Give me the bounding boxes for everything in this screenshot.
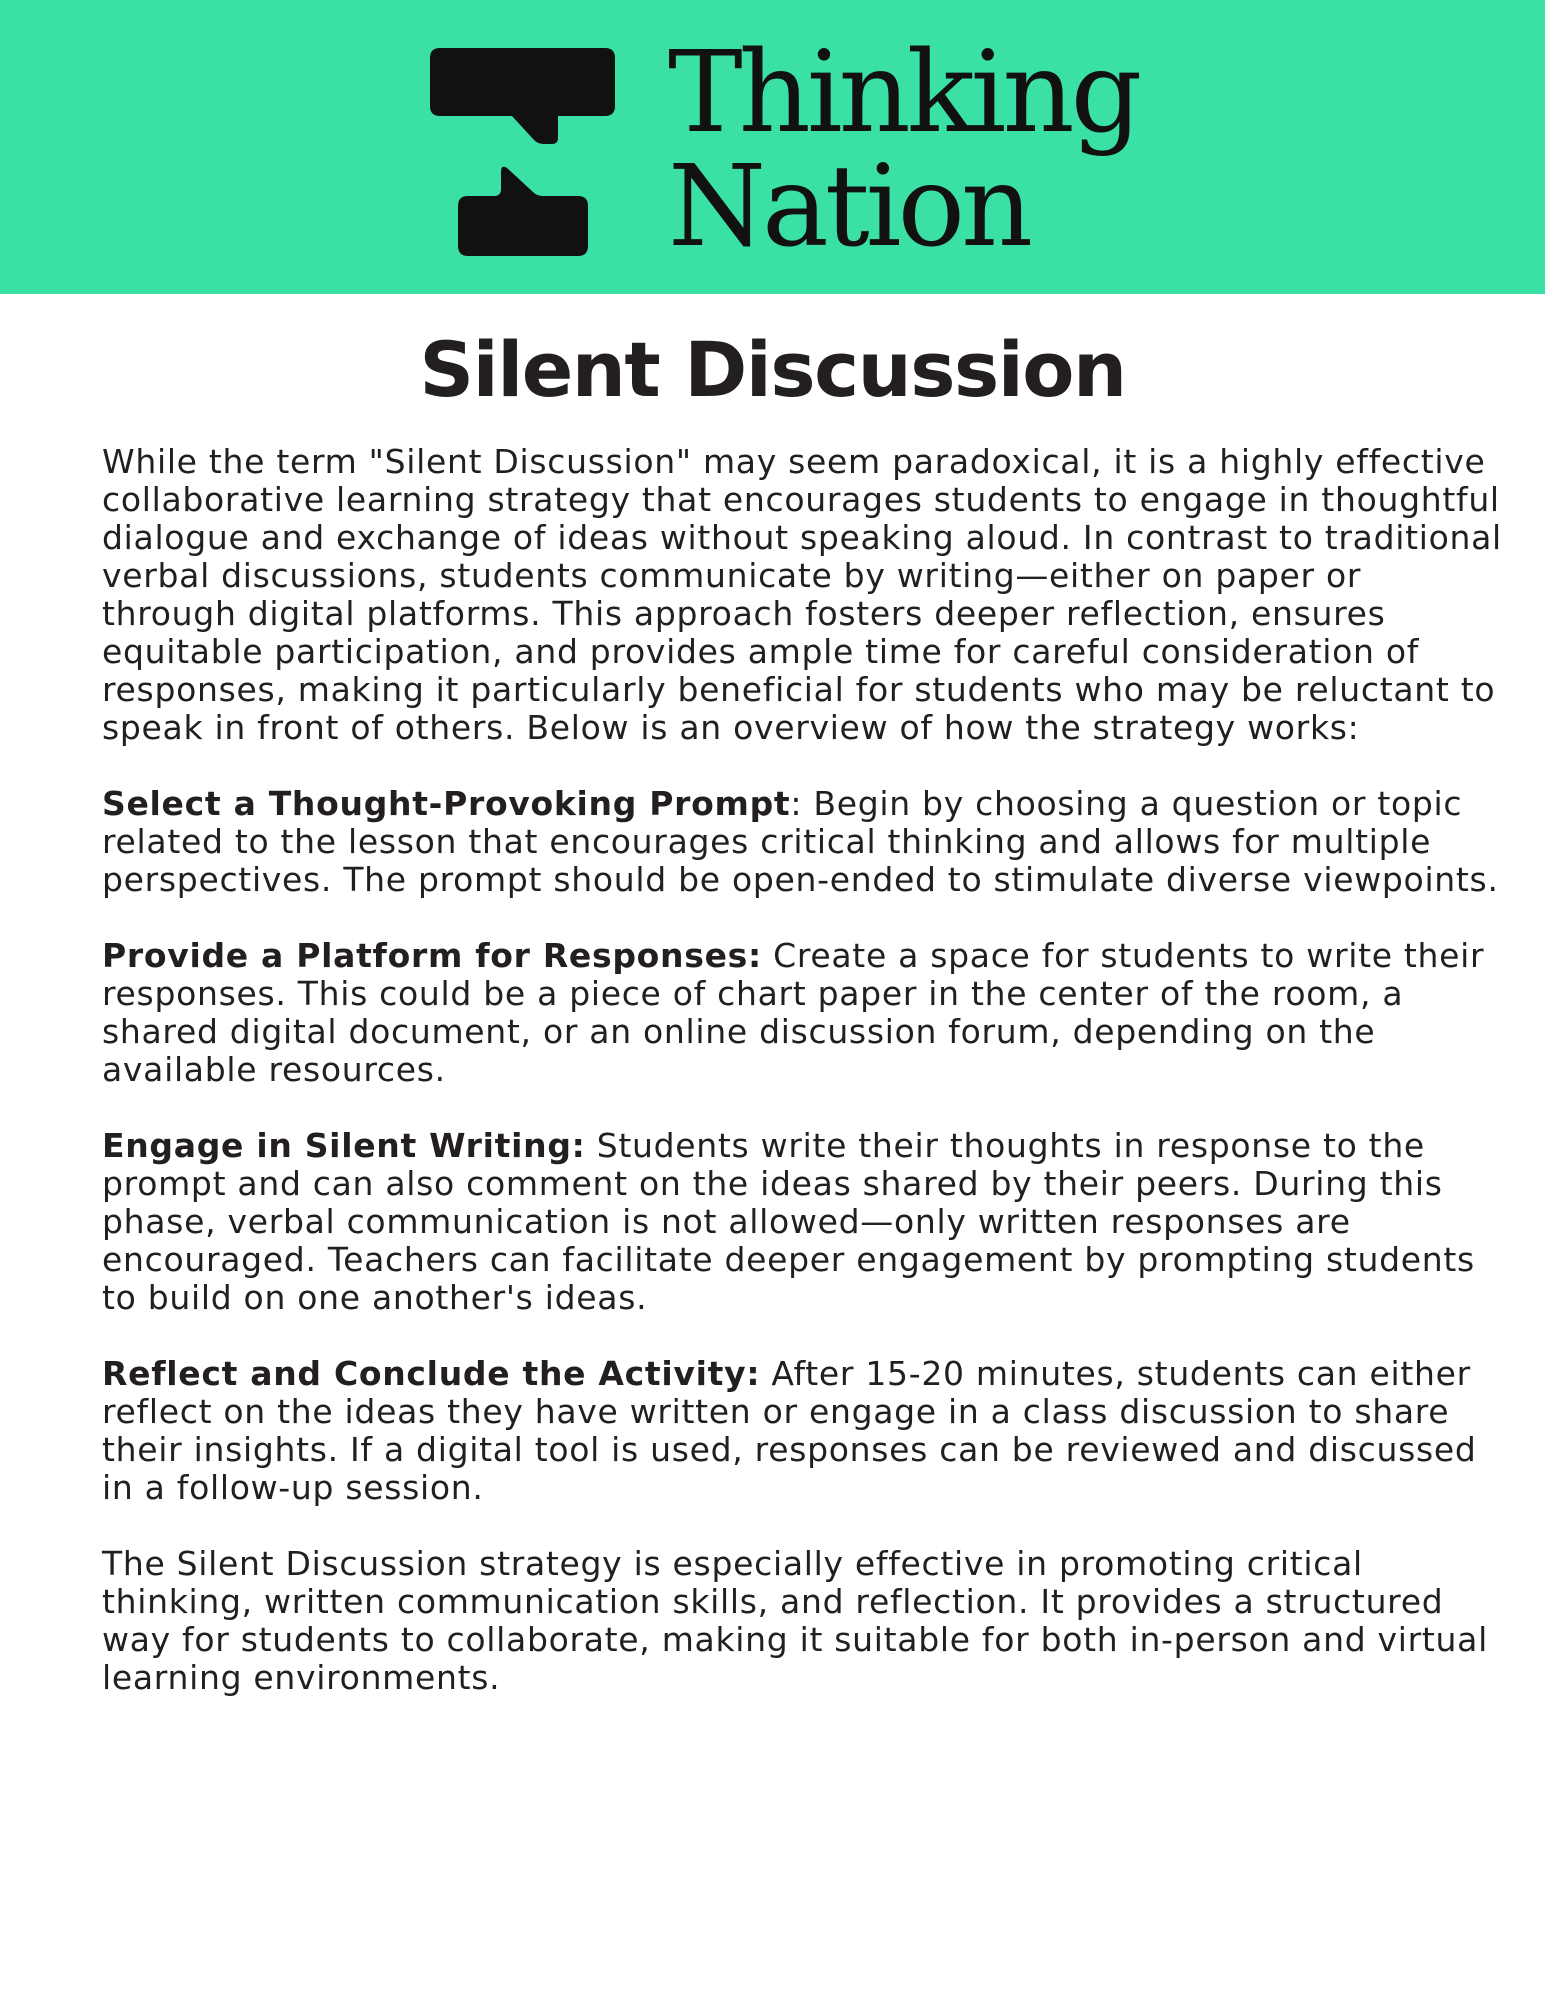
logo[interactable] [0, 0, 1545, 294]
step-text: Create a space for students to write their responses. This could be a piece of chart paper in the center of the room, a shared digital document, or an online discussion forum, depending on the available resources. [102, 936, 1485, 1089]
header-band [0, 0, 1545, 294]
logo-wordmark [668, 28, 1139, 272]
step-text: After 15-20 minutes, students can either reflect on the ideas they have written or engage in a class discussion to share their insights. If a digital tool is used, responses can be reviewed and discussed in a follow-up session. [102, 1354, 1477, 1507]
step-heading: Engage in Silent Writing: [102, 1126, 586, 1165]
intro-paragraph: While the term "Silent Discussion" may seem paradoxical, it is a highly effective collaborative learning strategy that encourages students to engage in thoughtful dialogue and exchange of ideas without speaking aloud. In contrast to traditional verbal discussions, students communicate by writing—either on paper or through digital platforms. This approach fosters deeper reflection, ensures equitable participation, and provides ample time for careful consideration of responses, making it particularly beneficial for students who may be reluctant to speak in front of others. Below is an overview of how the strategy works: [102, 442, 1502, 747]
step-select-prompt [102, 785, 1502, 899]
step-heading: Provide a Platform for Responses: [102, 936, 762, 975]
document-body [102, 443, 1502, 1735]
step-heading: Select a Thought-Provoking Prompt [102, 784, 791, 823]
logo-line-thinking: Thinking [668, 28, 1139, 158]
step-provide-platform [102, 937, 1502, 1089]
step-heading: Reflect and Conclude the Activity: [102, 1354, 761, 1393]
step-silent-writing [102, 1127, 1502, 1317]
logo-line-nation: Nation [668, 142, 1030, 272]
thinking-nation-logo-icon [430, 48, 615, 256]
step-text: : Begin by choosing a question or topic related to the lesson that encourages critical thinking and allows for multiple perspectives. The prompt should be open-ended to stimulate diverse viewpoints. [102, 784, 1499, 899]
conclusion-paragraph: The Silent Discussion strategy is especially effective in promoting critical thinking, written communication skills, and reflection. It provides a structured way for students to collaborate, making it suitable for both in-person and virtual learning environments. [102, 1544, 1488, 1697]
step-text: Students write their thoughts in response to the prompt and can also comment on the ideas shared by their peers. During this phase, verbal communication is not allowed—only written responses are encouraged. Teachers can facilitate deeper engagement by prompting students to build on one another's ideas. [102, 1126, 1475, 1317]
page-title: Silent Discussion [419, 325, 1126, 414]
step-reflect-conclude [102, 1355, 1502, 1507]
